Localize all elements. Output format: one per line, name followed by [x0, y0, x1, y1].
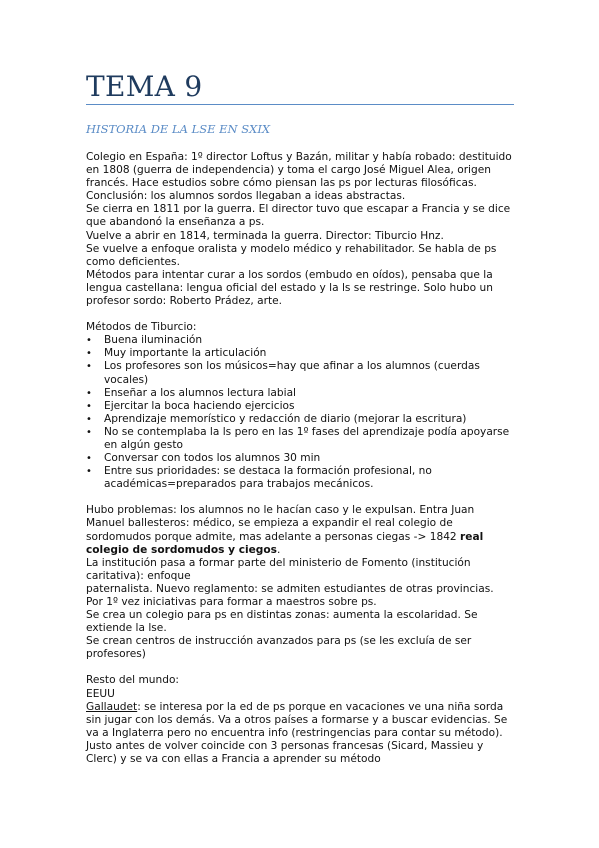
paragraph: Colegio en España: 1º director Loftus y Bazán, militar y había robado: destituido en 1808 (guerra de independencia) y toma el cargo José Miguel Alea, origen francés. Hace estudios sobre cómo piensan las ps por lecturas filosóficas. Conclusión: los alumnos sordos llegaban a ideas abstractas. — [86, 151, 512, 203]
person-name: Gallaudet — [86, 700, 138, 713]
bold-text: real colegio de sordomudos y ciegos — [86, 530, 484, 556]
list-item-text: Ejercitar la boca haciendo ejercicios — [104, 399, 295, 412]
bullet-icon: • — [86, 335, 92, 347]
list-item — [86, 360, 516, 386]
bullet-icon: • — [86, 413, 92, 425]
bullet-icon: • — [86, 466, 92, 478]
list-item — [86, 452, 516, 465]
paragraph: Se cierra en 1811 por la guerra. El director tuvo que escapar a Francia y se dice que abandonó la enseñanza a ps. — [86, 203, 511, 229]
document-body — [86, 151, 516, 766]
list-item — [86, 465, 516, 491]
bullet-icon: • — [86, 361, 92, 373]
title-underline — [86, 104, 514, 105]
paragraph-text: . — [276, 543, 281, 556]
bullet-icon: • — [86, 400, 92, 412]
list-item-text: Muy importante la articulación — [104, 347, 267, 360]
list-item — [86, 400, 516, 413]
paragraph-text: : se interesa por la ed de ps porque en vacaciones ve una niña sorda sin jugar con los demás. Va a otros países a formarse y a buscar evidencias. Se va a Inglaterra pero no encuentra info (restringencias para contar su método). Justo antes de volver coincide con 3 personas francesas (Sicard, Massieu y Clerc) y se va con ellas a Francia a aprender su método — [86, 700, 508, 766]
list-item-text: Los profesores son los músicos=hay que afinar a los alumnos (cuerdas vocales) — [104, 360, 480, 386]
bullet-icon: • — [86, 453, 92, 465]
list-item-text: Aprendizaje memorístico y redacción de diario (mejorar la escritura) — [104, 412, 467, 425]
methods-heading: Métodos de Tiburcio: — [86, 321, 197, 334]
methods-list — [86, 334, 516, 491]
spacer — [86, 661, 516, 674]
paragraph: Se crean centros de instrucción avanzados para ps (se les excluía de ser profesores) — [86, 635, 472, 661]
paragraph: Se vuelve a enfoque oralista y modelo médico y rehabilitador. Se habla de ps como deficientes. — [86, 242, 497, 268]
rest-heading: Resto del mundo: — [86, 674, 180, 687]
list-item-text: Entre sus prioridades: se destaca la formación profesional, no académicas=preparados para trabajos mecánicos. — [104, 465, 432, 491]
list-item-text: Buena iluminación — [104, 334, 203, 347]
list-item-text: Conversar con todos los alumnos 30 min — [104, 452, 321, 465]
list-item — [86, 413, 516, 426]
paragraph — [86, 701, 516, 766]
paragraph: Por 1º vez iniciativas para formar a maestros sobre ps. — [86, 596, 377, 608]
bullet-icon: • — [86, 426, 92, 438]
list-item — [86, 387, 516, 400]
country-label: EEUU — [86, 687, 115, 700]
list-item — [86, 426, 516, 452]
list-item — [86, 334, 516, 347]
spacer — [86, 308, 516, 321]
paragraph: Métodos para intentar curar a los sordos (embudo en oídos), pensaba que la lengua castellana: lengua oficial del estado y la ls se restringe. Solo hubo un profesor sordo: Roberto Prádez, arte. — [86, 268, 493, 308]
list-item-text: Enseñar a los alumnos lectura labial — [104, 386, 297, 399]
paragraph: Se crea un colegio para ps en distintas zonas: aumenta la escolaridad. Se extiende la lse. — [86, 609, 478, 635]
paragraph: La institución pasa a formar parte del ministerio de Fomento (institución caritativa): enfoque — [86, 556, 471, 582]
bullet-icon: • — [86, 387, 92, 399]
spacer — [86, 491, 516, 504]
list-item — [86, 347, 516, 360]
paragraph: Vuelve a abrir en 1814, terminada la guerra. Director: Tiburcio Hnz. — [86, 229, 444, 242]
paragraph-text: Hubo problemas: los alumnos no le hacían caso y le expulsan. Entra Juan Manuel ballesteros: médico, se empieza a expandir el real colegio de sordomudos porque admite, mas adelante a personas ciegas -> 1842 — [86, 504, 475, 543]
list-item-text: No se contemplaba la ls pero en las 1º fases del aprendizaje podía apoyarse en algún gesto — [104, 425, 510, 451]
paragraph: paternalista. Nuevo reglamento: se admiten estudiantes de otras provincias. — [86, 582, 494, 595]
bullet-icon: • — [86, 348, 92, 360]
paragraph — [86, 504, 516, 556]
section-subtitle: HISTORIA DE LA LSE EN SXIX — [86, 122, 271, 136]
page-title: TEMA 9 — [86, 70, 203, 103]
